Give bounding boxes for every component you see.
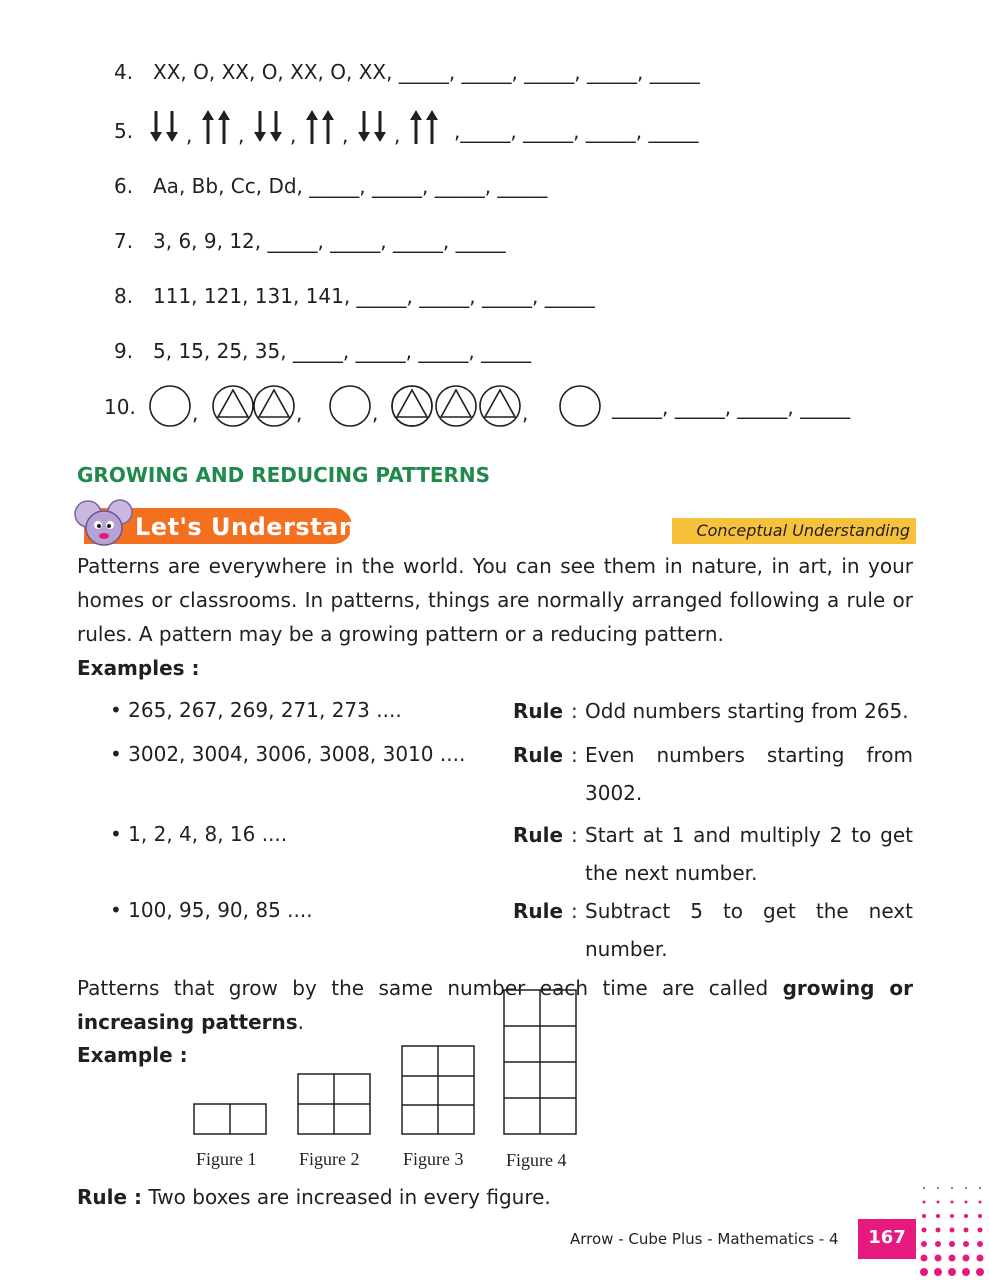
- example-rule: Rule : Subtract 5 to get the next number.: [513, 899, 913, 961]
- growing-figures: [190, 988, 590, 1138]
- final-rule: Rule : Two boxes are increased in every figure.: [77, 1185, 551, 1209]
- svg-text:,: ,: [342, 123, 349, 147]
- page-number: 167: [858, 1219, 916, 1259]
- circle-triangle-icon: [480, 386, 520, 426]
- arrow-pattern: [150, 108, 450, 148]
- svg-text:,: ,: [296, 401, 303, 425]
- up-arrows-icon: [202, 110, 230, 144]
- svg-text:,: ,: [238, 123, 245, 147]
- dot-pattern-decoration: [918, 1182, 989, 1280]
- figure-2-grid: [298, 1074, 370, 1134]
- answer-blanks: _____, _____, _____, _____: [612, 395, 851, 419]
- svg-text:,: ,: [394, 123, 401, 147]
- section-title: GROWING AND REDUCING PATTERNS: [77, 463, 491, 487]
- figure-label: Figure 3: [403, 1149, 464, 1169]
- figure-4-grid: [504, 990, 576, 1134]
- figure-3-grid: [402, 1046, 474, 1134]
- figure-label: Figure 2: [299, 1149, 360, 1169]
- example-sequence: • 1, 2, 4, 8, 16 ....: [110, 822, 288, 846]
- circle-triangle-icon: [254, 386, 294, 426]
- question-number: 6.: [114, 174, 134, 198]
- circle-icon: [560, 386, 600, 426]
- figure-label: Figure 1: [196, 1149, 257, 1169]
- example-sequence: • 100, 95, 90, 85 ....: [110, 898, 313, 922]
- intro-paragraph: Patterns are everywhere in the world. You can see them in nature, in art, in your homes or classrooms. In patterns, things are normally arranged following a rule or rules. A pattern may be a growing pattern or a reducing pattern.: [77, 554, 913, 646]
- example-rule: Rule : Odd numbers starting from 265.: [513, 699, 909, 723]
- lets-understand-title: Let's Understand: [135, 513, 375, 541]
- circle-icon: [150, 386, 190, 426]
- svg-text:,: ,: [192, 401, 199, 425]
- question-number: 9.: [114, 339, 134, 363]
- question-text: 3, 6, 9, 12, _____, _____, _____, _____: [153, 229, 506, 253]
- mouse-mascot-icon: [74, 498, 136, 550]
- question-text: Aa, Bb, Cc, Dd, _____, _____, _____, _____: [153, 174, 548, 198]
- svg-text:,: ,: [290, 123, 297, 147]
- figure-1-grid: [194, 1104, 266, 1134]
- example-sequence: • 265, 267, 269, 271, 273 ....: [110, 698, 402, 722]
- question-text: 111, 121, 131, 141, _____, _____, _____, _____: [153, 284, 595, 308]
- example-rule: Rule : Even numbers starting from 3002.: [513, 743, 913, 805]
- footer-text: Arrow - Cube Plus - Mathematics - 4: [570, 1230, 839, 1248]
- circle-triangle-icon: [436, 386, 476, 426]
- down-arrows-icon: [358, 111, 386, 142]
- answer-blanks: ,_____, _____, _____, _____: [454, 119, 699, 143]
- question-text: XX, O, XX, O, XX, O, XX, _____, _____, _____, _____, _____: [153, 60, 700, 84]
- down-arrows-icon: [150, 111, 178, 142]
- question-text: 5, 15, 25, 35, _____, _____, _____, _____: [153, 339, 532, 363]
- down-arrows-icon: [254, 111, 282, 142]
- up-arrows-icon: [306, 110, 334, 144]
- question-number: 7.: [114, 229, 134, 253]
- example-label: Example :: [77, 1043, 188, 1067]
- example-rule: Rule : Start at 1 and multiply 2 to get the next number.: [513, 823, 913, 885]
- question-number: 10.: [104, 395, 136, 419]
- shape-pattern: [148, 382, 608, 432]
- example-sequence: • 3002, 3004, 3006, 3008, 3010 ....: [110, 742, 466, 766]
- question-number: 8.: [114, 284, 134, 308]
- svg-text:,: ,: [372, 401, 379, 425]
- growing-paragraph: Patterns that grow by the same number each time are called growing or increasing patterns.: [77, 976, 914, 1034]
- svg-text:,: ,: [186, 123, 193, 147]
- svg-text:,: ,: [522, 401, 529, 425]
- circle-triangle-icon: [392, 386, 432, 426]
- question-number: 4.: [114, 60, 134, 84]
- up-arrows-icon: [410, 110, 438, 144]
- circle-triangle-icon: [213, 386, 253, 426]
- question-number: 5.: [114, 119, 134, 143]
- figure-label: Figure 4: [506, 1150, 567, 1170]
- circle-icon: [330, 386, 370, 426]
- conceptual-understanding-tag: Conceptual Understanding: [672, 518, 916, 544]
- examples-label: Examples :: [77, 656, 200, 680]
